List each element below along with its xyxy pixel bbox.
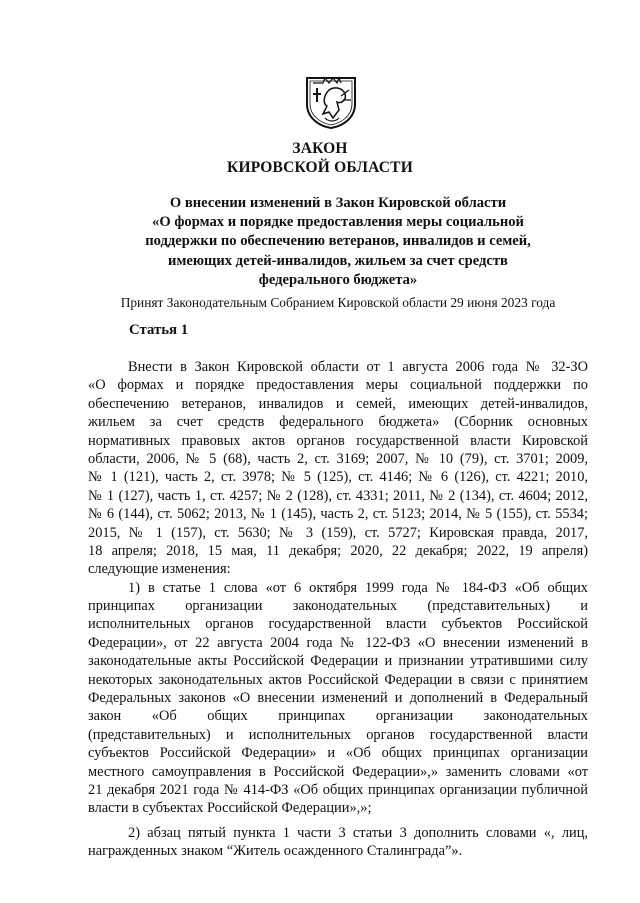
subject-line: О внесении изменений в Закон Кировской области	[169, 195, 507, 211]
item-1-line: местного самоуправления в Российской Федерации»,» заменить словами «от	[88, 763, 588, 780]
adoption-note: Принят Законодательным Собранием Кировской области 29 июня 2023 года	[120, 295, 556, 310]
item-1-line: законодательные акты Российской Федерации и признании утратившими силу	[88, 653, 588, 670]
body-line: «О формах и порядке предоставления меры социальной поддержки по	[88, 377, 588, 394]
body-line: области, 2006, № 5 (68), часть 2, ст. 3169; 2007, № 10 (79), ст. 3701; 2009,	[88, 450, 588, 467]
body-line: № 1 (121), часть 2, ст. 3978; № 5 (125), ст. 4146; № 6 (126), ст. 4221; 2010,	[88, 469, 588, 486]
item-1-line: некоторых законодательных актов Российской Федерации в связи с принятием	[88, 671, 588, 688]
item-1-line: субъектов Российской Федерации» и «Об общих принципах организации	[88, 745, 588, 762]
body-line: № 1 (127), часть 1, ст. 4257; № 2 (128), ст. 4331; 2011, № 2 (134), ст. 4604; 2012,	[88, 487, 588, 504]
body-line: обеспечению ветеранов, инвалидов и семей, имеющих детей-инвалидов,	[88, 395, 588, 412]
item-2-line: 2) абзац пятый пункта 1 части 3 статьи 3 дополнить словами «, лиц,	[128, 824, 588, 841]
law-subject	[88, 194, 588, 290]
article-body	[88, 358, 588, 861]
item-1-line: (представительных) и исполнительных органов государственной власти	[88, 726, 588, 743]
coat-of-arms-icon	[303, 74, 359, 130]
item-1-line: Федеральных законов «О внесении изменений и дополнений в Федеральный	[88, 690, 588, 707]
item-1-line: 21 декабря 2021 года № 414-ФЗ «Об общих принципах организации публичной	[88, 781, 588, 798]
item-1-line: принципах организации законодательных (представительных) и	[88, 598, 588, 615]
item-1-line: власти в субъектах Российской Федерации»,»;	[88, 800, 372, 817]
region-title: КИРОВСКОЙ ОБЛАСТИ	[227, 159, 413, 176]
body-line: нормативных правовых актов органов государственной власти Кировской	[88, 432, 588, 449]
body-line: Внести в Закон Кировской области от 1 августа 2006 года № 32-ЗО	[128, 359, 588, 375]
item-2-line: награжденных знаком “Житель осажденного Сталинграда”».	[88, 843, 463, 860]
body-line: жильем за счет средств федерального бюджета» (Сборник основных	[88, 414, 588, 431]
item-1-line: исполнительных органов государственной власти субъектов Российской	[88, 616, 588, 633]
subject-line: федерального бюджета»	[258, 271, 418, 288]
body-line: 2015, № 1 (157), ст. 5630; № 3 (159), ст. 5727; Кировская правда, 2017,	[88, 524, 588, 541]
body-line: следующие изменения:	[88, 561, 231, 578]
subject-line: поддержки по обеспечению ветеранов, инвалидов и семей,	[145, 233, 531, 250]
subject-line: «О формах и порядке предоставления меры социальной	[152, 214, 524, 231]
subject-line: имеющих детей-инвалидов, жильем за счет средств	[168, 252, 508, 269]
item-1-line: 1) в статье 1 слова «от 6 октября 1999 года № 184-ФЗ «Об общих	[128, 579, 588, 596]
body-line: № 6 (144), ст. 5062; 2013, № 1 (145), часть 2, ст. 5123; 2014, № 5 (155), ст. 5534;	[88, 506, 588, 523]
body-line: 18 апреля; 2018, 15 мая, 11 декабря; 2020, 22 декабря; 2022, 19 апреля)	[88, 542, 588, 559]
law-title: ЗАКОН	[292, 140, 348, 157]
item-1-line: закон «Об общих принципах организации законодательных	[88, 708, 588, 725]
article-heading: Статья 1	[129, 322, 189, 338]
item-1-line: Федерации», от 22 августа 2004 года № 122-ФЗ «О внесении изменений в	[88, 634, 588, 651]
